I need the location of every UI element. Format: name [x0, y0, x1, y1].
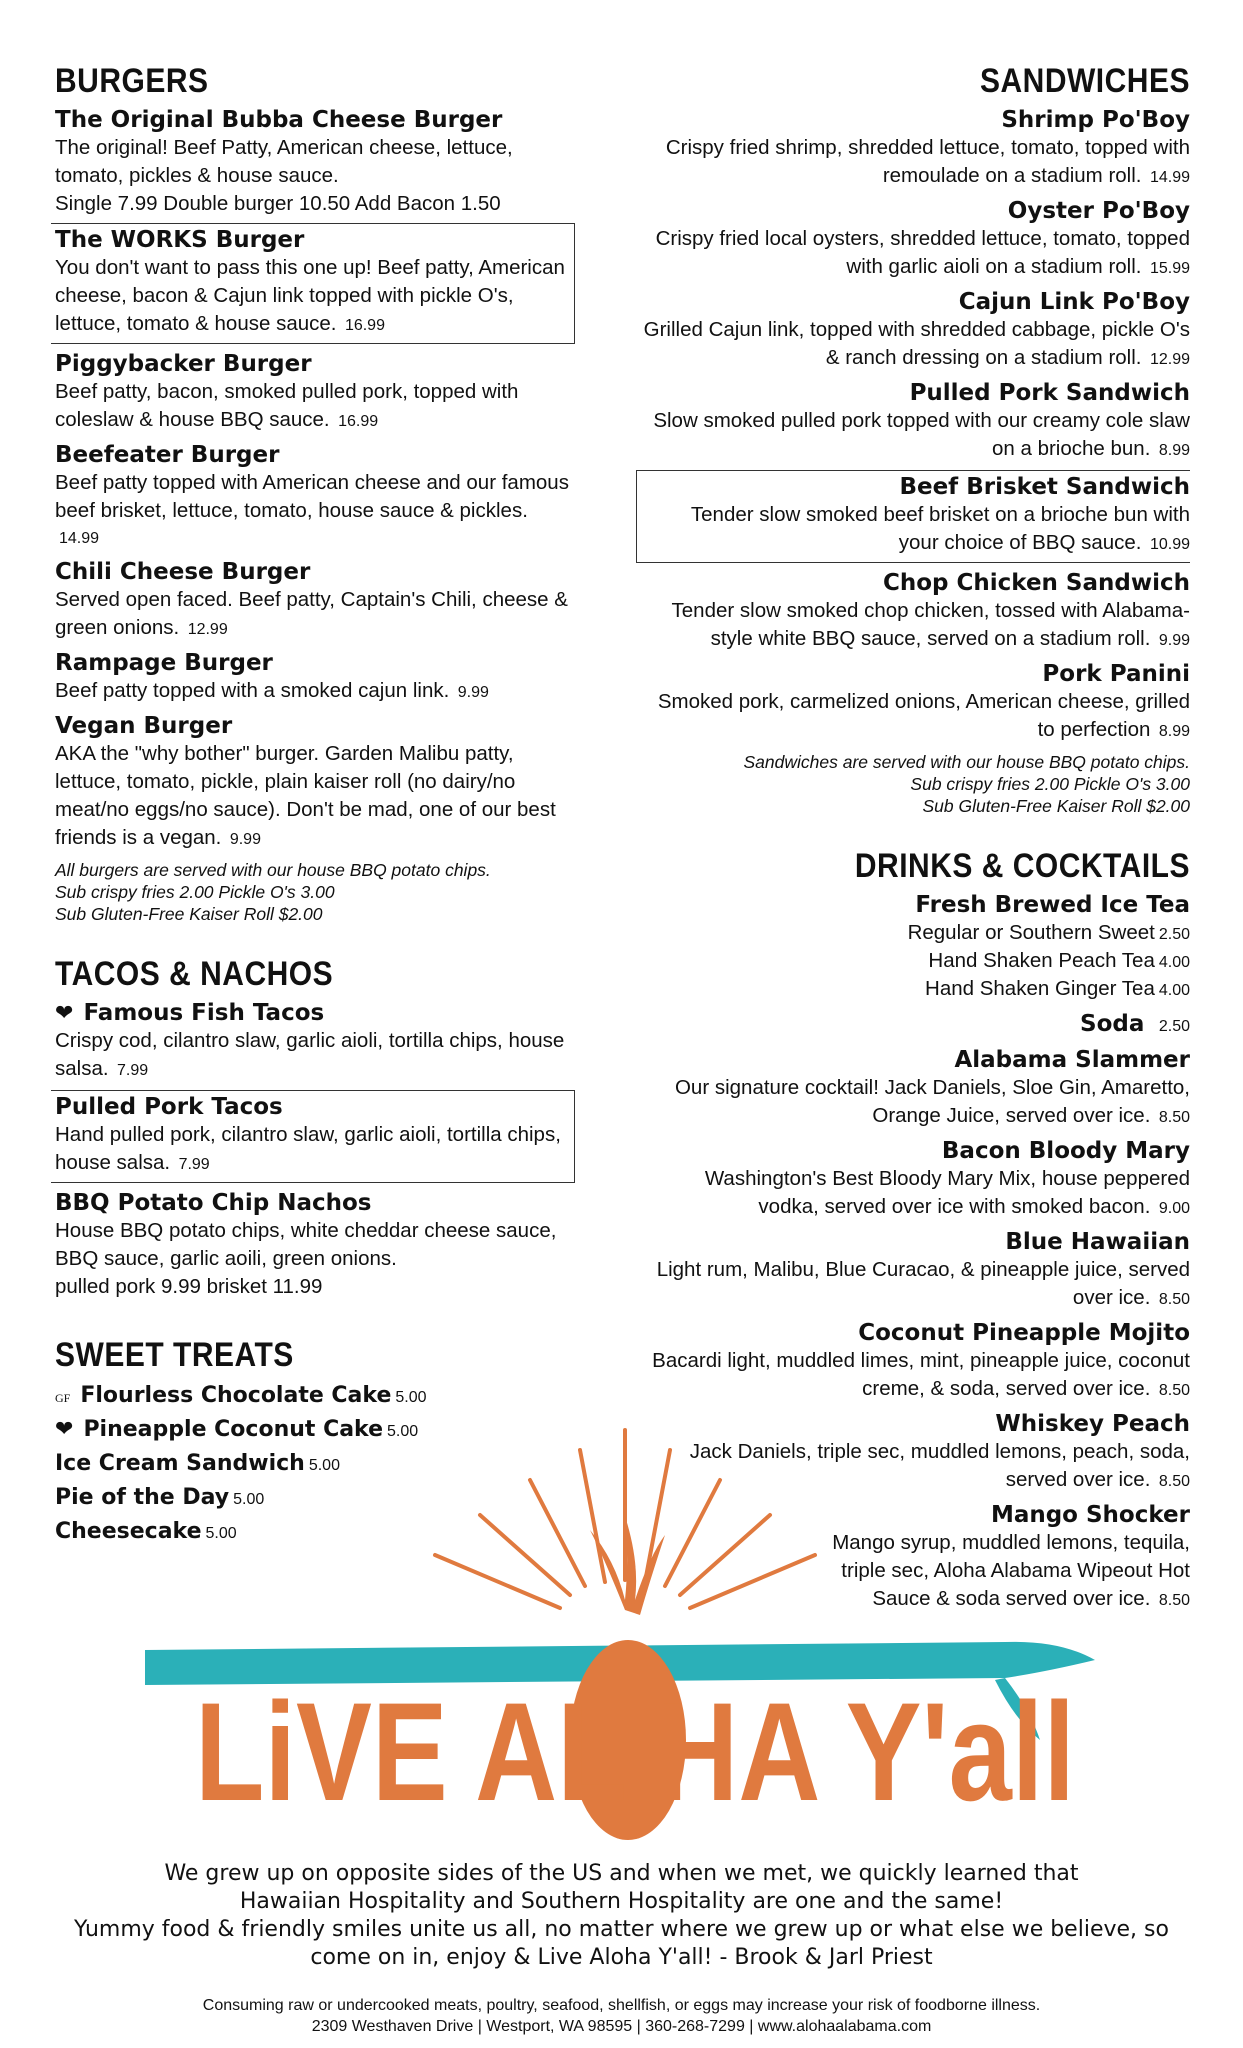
sweets-title: SWEET TREATS: [55, 1336, 294, 1374]
item-name: Pie of the Day: [55, 1485, 230, 1510]
item-name: Pulled Pork Tacos: [55, 1094, 283, 1120]
note-line: Sub crispy fries 2.00 Pickle O's 3.00: [910, 774, 1190, 794]
tea-option: Regular or Southern Sweet 2.50: [907, 921, 1190, 944]
item-name: Blue Hawaiian: [1005, 1229, 1190, 1255]
gluten-free-tag: GF: [55, 1391, 71, 1405]
story-line: Yummy food & friendly smiles unite us all, no matter where we grew up or what else we believe, so: [74, 1917, 1169, 1942]
menu-item-featured: [51, 223, 575, 344]
item-name: Beefeater Burger: [55, 442, 280, 468]
item-desc: Slow smoked pulled pork topped with our creamy cole slaw on a brioche bun.: [653, 409, 1190, 460]
heart-icon: ❤: [55, 1417, 74, 1442]
story-line: Hawaiian Hospitality and Southern Hospitality are one and the same!: [239, 1889, 1004, 1914]
item-price: 12.99: [1149, 351, 1190, 368]
item-desc: Bacardi light, muddled limes, mint, pineapple juice, coconut creme, & soda, served over ice.: [652, 1349, 1190, 1400]
menu-item: [640, 379, 1190, 464]
item-name: Fresh Brewed Ice Tea: [915, 892, 1190, 918]
item-price: 9.99: [229, 831, 261, 848]
item-price: 15.99: [1149, 260, 1190, 277]
story-line: We grew up on opposite sides of the US and when we met, we quickly learned that: [164, 1861, 1079, 1886]
item-name: Pineapple Coconut Cake: [83, 1417, 384, 1442]
item-price: 16.99: [338, 413, 379, 430]
item-price: 12.99: [187, 621, 228, 638]
menu-item: [55, 1189, 575, 1300]
live-aloha-logo: [135, 1410, 1135, 1840]
item-name: Flourless Chocolate Cake: [80, 1383, 392, 1408]
burgers-title: BURGERS: [55, 62, 209, 100]
item-desc: Crispy cod, cilantro slaw, garlic aioli, tortilla chips, house salsa.: [55, 1029, 565, 1080]
menu-item: [640, 288, 1190, 373]
menu-item: [640, 660, 1190, 745]
sandwiches-title: SANDWICHES: [979, 62, 1190, 100]
item-price: 8.50: [1158, 1592, 1190, 1609]
item-name: Pulled Pork Sandwich: [909, 380, 1190, 406]
menu-item: [55, 649, 575, 706]
item-price: 5.00: [233, 1491, 265, 1508]
menu-item: [55, 441, 575, 552]
item-name: Vegan Burger: [55, 713, 233, 739]
menu-item: [55, 558, 575, 643]
item-desc: Mango syrup, muddled lemons, tequila, triple sec, Aloha Alabama Wipeout Hot Sauce & soda served over ice.: [832, 1531, 1190, 1610]
menu-item: [55, 106, 575, 217]
menu-item: [640, 1046, 1190, 1131]
item-price: 9.99: [1158, 632, 1190, 649]
item-price: 16.99: [344, 317, 385, 334]
note-line: Sub Gluten-Free Kaiser Roll $2.00: [55, 904, 323, 924]
item-name: Coconut Pineapple Mojito: [858, 1320, 1190, 1346]
item-price: 7.99: [178, 1156, 210, 1173]
menu-item: [640, 1228, 1190, 1313]
tea-option: Hand Shaken Ginger Tea 4.00: [925, 977, 1190, 1000]
menu-item: [640, 569, 1190, 654]
item-price: 7.99: [117, 1062, 149, 1079]
drinks-title: DRINKS & COCKTAILS: [854, 847, 1190, 885]
item-price: 5.00: [308, 1457, 340, 1474]
item-name: BBQ Potato Chip Nachos: [55, 1190, 372, 1216]
item-name: Bacon Bloody Mary: [941, 1138, 1190, 1164]
logo-text: LiVE AL HA Y'all: [195, 1673, 1075, 1830]
item-desc: Tender slow smoked beef brisket on a brioche bun with your choice of BBQ sauce.: [690, 503, 1190, 554]
menu-item: [640, 106, 1190, 191]
item-desc: Crispy fried local oysters, shredded lettuce, tomato, topped with garlic aioli on a stadium roll.: [655, 227, 1190, 278]
item-name: Chili Cheese Burger: [55, 559, 311, 585]
item-price: 8.50: [1158, 1473, 1190, 1490]
item-desc: Washington's Best Bloody Mary Mix, house peppered vodka, served over ice with smoked bacon.: [704, 1167, 1190, 1218]
left-column: [55, 62, 575, 1550]
menu-item: [55, 999, 575, 1084]
story-line: come on in, enjoy & Live Aloha Y'all! - Brook & Jarl Priest: [310, 1945, 933, 1970]
tea-option: Hand Shaken Peach Tea 4.00: [928, 949, 1190, 972]
note-line: Sub Gluten-Free Kaiser Roll $2.00: [922, 796, 1190, 816]
menu-item: [55, 350, 575, 435]
item-name: Alabama Slammer: [954, 1047, 1190, 1073]
menu-item-featured: [636, 470, 1190, 563]
item-desc: Beef patty, bacon, smoked pulled pork, topped with coleslaw & house BBQ sauce.: [55, 380, 519, 431]
item-desc: Our signature cocktail! Jack Daniels, Sloe Gin, Amaretto, Orange Juice, served over ice.: [674, 1076, 1190, 1127]
item-name: Beef Brisket Sandwich: [899, 474, 1190, 500]
item-price: 9.99: [457, 684, 489, 701]
item-desc: House BBQ potato chips, white cheddar cheese sauce, BBQ sauce, garlic aoili, green onions.: [55, 1219, 557, 1270]
item-price: 8.50: [1158, 1109, 1190, 1126]
item-price: 8.50: [1158, 1291, 1190, 1308]
item-name: Shrimp Po'Boy: [1001, 107, 1190, 133]
burgers-note: [55, 859, 575, 925]
about-story: [40, 1860, 1203, 1972]
menu-item: [55, 712, 575, 853]
contact-address: 2309 Westhaven Drive | Westport, WA 98595 | 360-268-7299 | www.alohaalabama.com: [311, 2018, 932, 2035]
menu-item: [640, 1137, 1190, 1222]
note-line: Sub crispy fries 2.00 Pickle O's 3.00: [55, 882, 335, 902]
item-name: Chop Chicken Sandwich: [882, 570, 1190, 596]
item-name: Piggybacker Burger: [55, 351, 312, 377]
item-price: 8.50: [1158, 1382, 1190, 1399]
item-name: Pork Panini: [1042, 661, 1190, 687]
item-price: 5.00: [395, 1389, 427, 1406]
item-price: 8.99: [1158, 723, 1190, 740]
item-name: ❤ Famous Fish Tacos: [55, 1000, 325, 1026]
item-name: The Original Bubba Cheese Burger: [55, 107, 503, 133]
item-desc: Grilled Cajun link, topped with shredded cabbage, pickle O's & ranch dressing on a stadium roll.: [643, 318, 1190, 369]
item-name: Ice Cream Sandwich: [55, 1451, 305, 1476]
item-price: 8.99: [1158, 442, 1190, 459]
sandwiches-note: [640, 751, 1190, 817]
item-price-options: pulled pork 9.99 brisket 11.99: [55, 1275, 323, 1298]
item-name: Soda: [1080, 1011, 1145, 1037]
item-desc: AKA the "why bother" burger. Garden Malibu patty, lettuce, tomato, pickle, plain kaiser roll (no dairy/no meat/no eggs/no sauce). Don't be mad, one of our best friends is a vegan.: [55, 742, 556, 849]
item-desc: The original! Beef Patty, American cheese, lettuce, tomato, pickles & house sauce.: [55, 136, 513, 187]
item-price: 10.99: [1149, 536, 1190, 553]
item-price: 9.00: [1158, 1200, 1190, 1217]
item-name: Rampage Burger: [55, 650, 273, 676]
menu-item-featured: [51, 1090, 575, 1183]
item-desc: Crispy fried shrimp, shredded lettuce, tomato, topped with remoulade on a stadium roll.: [665, 136, 1190, 187]
item-name: Mango Shocker: [990, 1502, 1190, 1528]
item-desc: Served open faced. Beef patty, Captain's Chili, cheese & green onions.: [55, 588, 568, 639]
item-price: 14.99: [1149, 169, 1190, 186]
item-desc: Jack Daniels, triple sec, muddled lemons, peach, soda, served over ice.: [689, 1440, 1190, 1491]
menu-item: [640, 1010, 1190, 1040]
item-price: 5.00: [387, 1423, 419, 1440]
item-name: Whiskey Peach: [995, 1411, 1190, 1437]
item-price: 2.50: [1158, 1018, 1190, 1035]
footer: [40, 1995, 1203, 2037]
menu-item: [55, 1380, 575, 1414]
right-column: [640, 62, 1190, 1620]
menu-item: [640, 891, 1190, 1004]
item-desc: Beef patty topped with American cheese and our famous beef brisket, lettuce, tomato, house sauce & pickles.: [55, 471, 569, 522]
item-desc: Tender slow smoked chop chicken, tossed with Alabama-style white BBQ sauce, served on a stadium roll.: [671, 599, 1190, 650]
note-line: Sandwiches are served with our house BBQ potato chips.: [743, 752, 1190, 772]
item-desc: Beef patty topped with a smoked cajun link.: [55, 679, 450, 702]
menu-item: [640, 197, 1190, 282]
menu-item: [640, 1319, 1190, 1404]
item-name: Cheesecake: [55, 1519, 202, 1544]
item-price: 14.99: [59, 530, 100, 547]
tacos-title: TACOS & NACHOS: [55, 955, 334, 993]
item-price: 5.00: [205, 1525, 237, 1542]
food-safety-warning: Consuming raw or undercooked meats, poultry, seafood, shellfish, or eggs may increase your risk of foodborne illness.: [202, 1997, 1041, 2014]
note-line: All burgers are served with our house BBQ potato chips.: [55, 860, 491, 880]
item-price-options: Single 7.99 Double burger 10.50 Add Bacon 1.50: [55, 192, 501, 215]
item-name: Oyster Po'Boy: [1007, 198, 1190, 224]
item-name: The WORKS Burger: [55, 227, 305, 253]
item-desc: Smoked pork, carmelized onions, American cheese, grilled to perfection: [657, 690, 1190, 741]
item-name: Cajun Link Po'Boy: [958, 289, 1190, 315]
item-desc: Hand pulled pork, cilantro slaw, garlic aioli, tortilla chips, house salsa.: [55, 1123, 561, 1174]
heart-icon: ❤: [55, 1001, 74, 1026]
item-desc: Light rum, Malibu, Blue Curacao, & pineapple juice, served over ice.: [656, 1258, 1190, 1309]
item-desc: You don't want to pass this one up! Beef patty, American cheese, bacon & Cajun link topped with pickle O's, lettuce, tomato & house sauce.: [55, 256, 565, 335]
